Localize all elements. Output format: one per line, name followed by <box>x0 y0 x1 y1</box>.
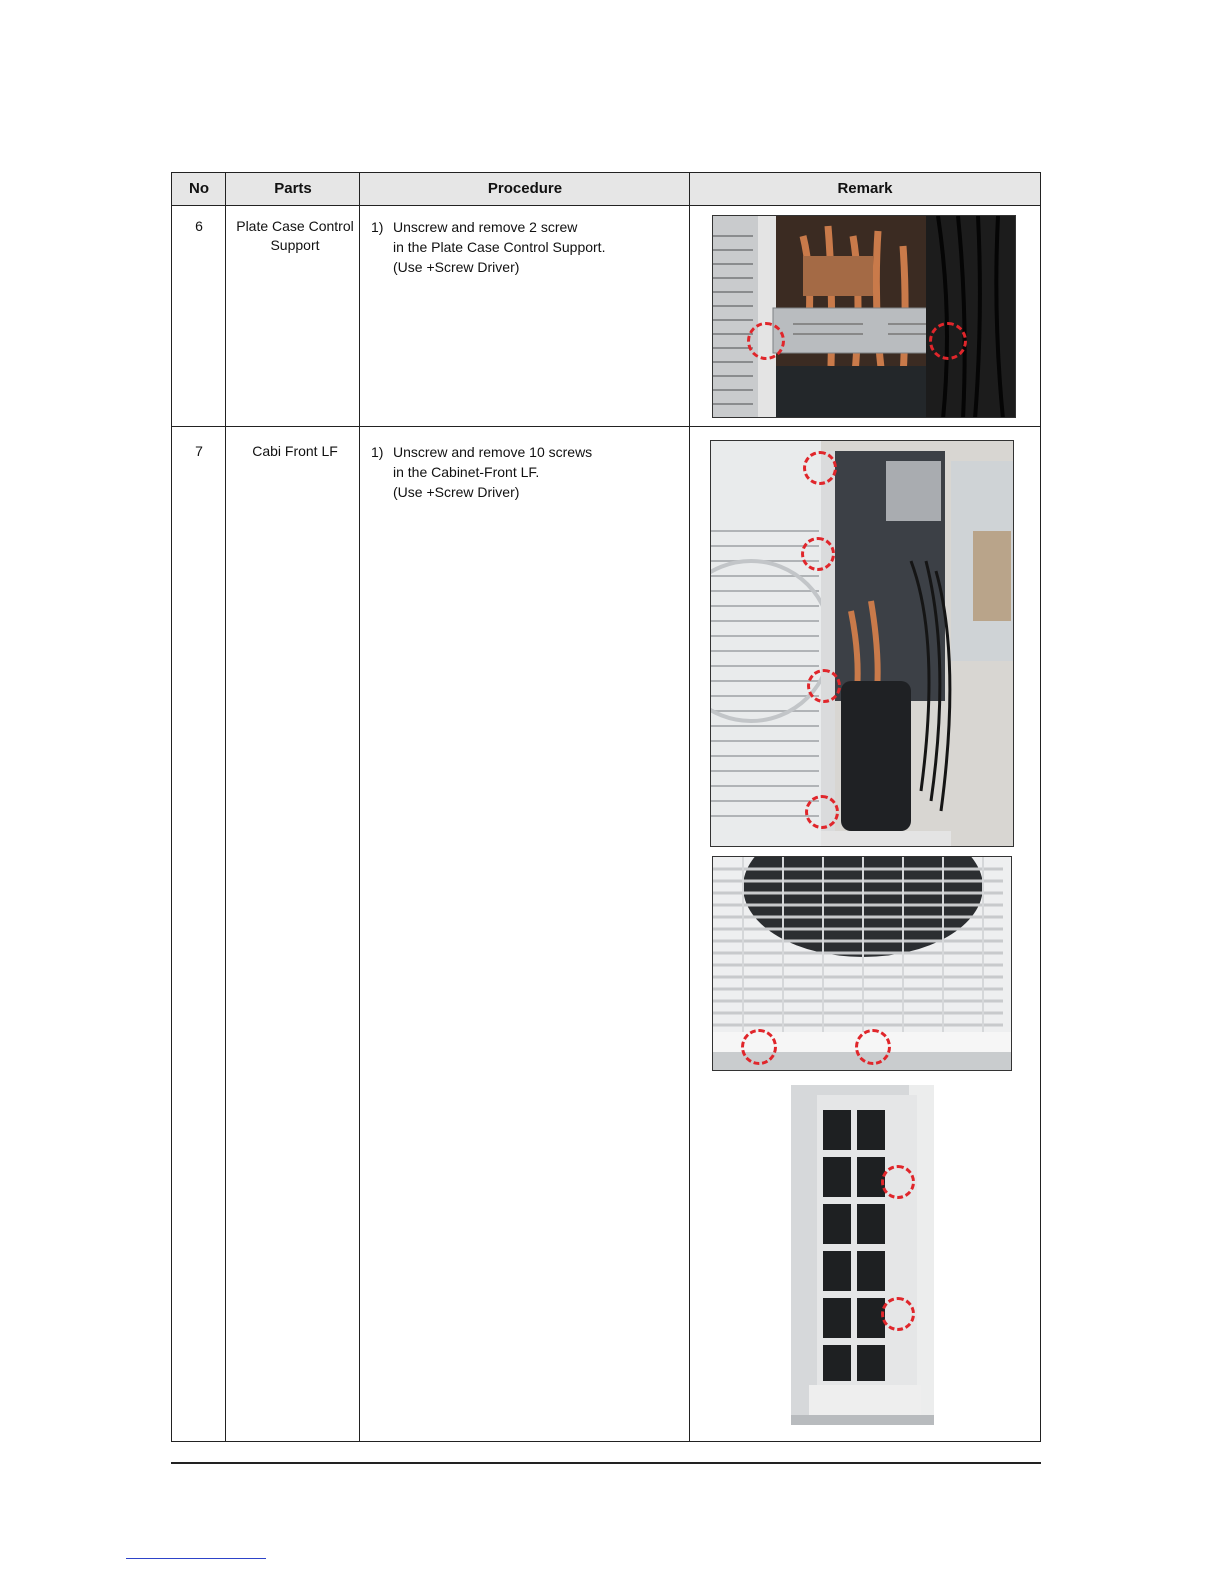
screw-marker <box>929 322 967 360</box>
screw-marker <box>747 322 785 360</box>
screw-marker <box>741 1029 777 1065</box>
step-text: in the Plate Case Control Support. <box>393 239 606 255</box>
header-remark: Remark <box>837 180 893 197</box>
header-no: No <box>189 180 209 197</box>
row-number: 7 <box>195 443 203 459</box>
part-name-line: Cabi Front LF <box>252 443 338 459</box>
step-text: in the Cabinet-Front LF. <box>393 464 540 480</box>
step-text: Unscrew and remove 2 screw <box>393 219 578 235</box>
step-text: (Use +Screw Driver) <box>393 484 520 500</box>
column-divider <box>359 173 360 1441</box>
cabinet-side-illustration <box>711 441 1014 847</box>
step-text: (Use +Screw Driver) <box>393 259 520 275</box>
step-text: Unscrew and remove 10 screws <box>393 444 593 460</box>
screw-marker <box>855 1029 891 1065</box>
cabinet-rear-photo <box>791 1085 934 1425</box>
part-name <box>232 442 358 461</box>
control-support-photo <box>712 215 1016 418</box>
step-number: 1) <box>371 219 384 235</box>
table-header <box>172 173 1040 206</box>
footer-link-underline <box>126 1558 266 1559</box>
row-divider <box>172 426 1040 427</box>
cabinet-side-photo <box>710 440 1014 847</box>
screw-marker <box>881 1165 915 1199</box>
column-divider <box>225 173 226 1441</box>
footer-rule <box>171 1462 1041 1464</box>
header-procedure: Procedure <box>487 180 563 197</box>
screw-marker <box>801 537 835 571</box>
screw-marker <box>881 1297 915 1331</box>
part-name-line: Plate Case Control <box>236 218 354 234</box>
header-parts: Parts <box>274 180 312 197</box>
row-number: 6 <box>195 218 203 234</box>
part-name <box>232 217 358 255</box>
control-support-illustration <box>713 216 1016 418</box>
screw-marker <box>803 451 837 485</box>
column-divider <box>689 173 690 1441</box>
cabinet-front-bottom-photo <box>712 856 1012 1071</box>
part-name-line: Support <box>270 237 320 253</box>
screw-marker <box>805 795 839 829</box>
step-number: 1) <box>371 444 384 460</box>
screw-marker <box>807 669 841 703</box>
disassembly-table <box>171 172 1041 1442</box>
cabinet-rear-illustration <box>791 1085 934 1425</box>
